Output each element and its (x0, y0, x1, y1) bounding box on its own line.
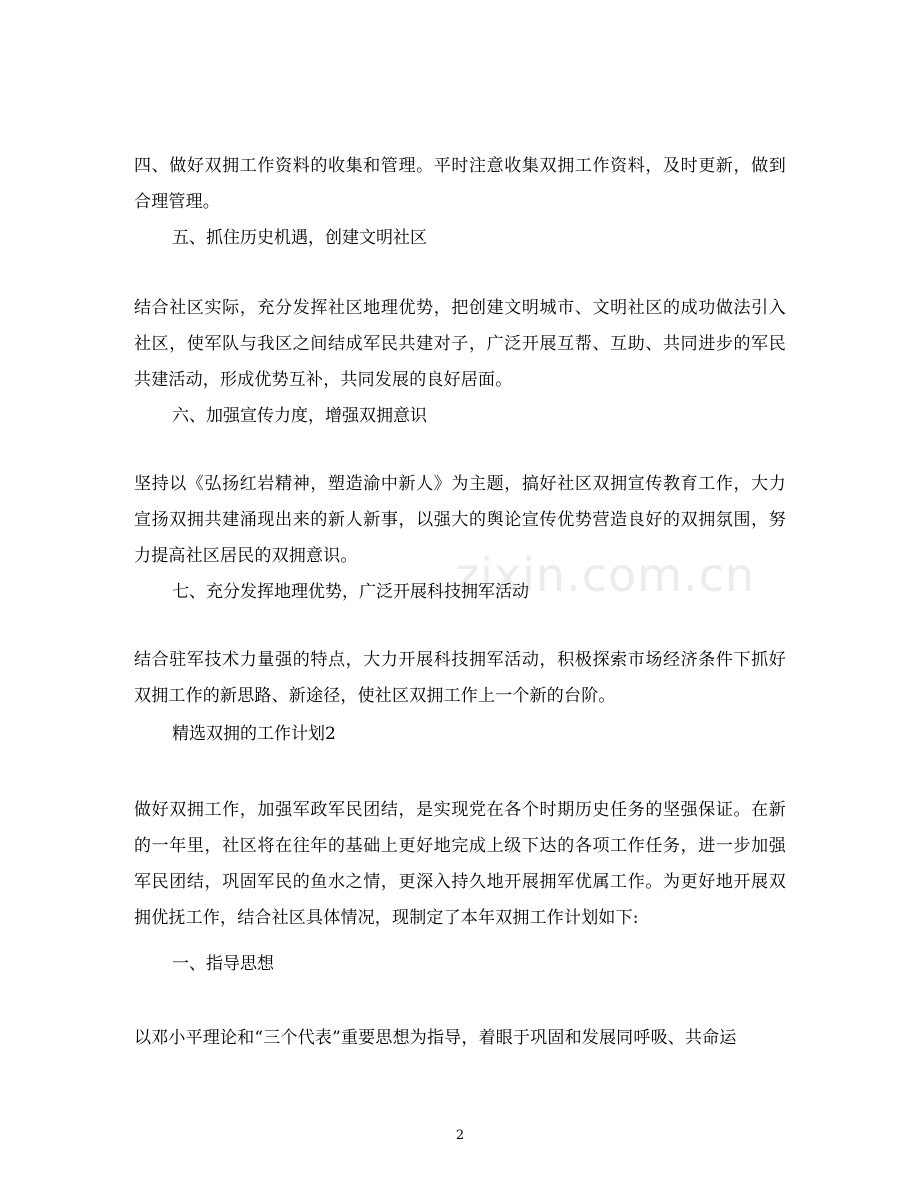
paragraph-guiding-ideology: 以邓小平理论和“三个代表”重要思想为指导，着眼于巩固和发展同呼吸、共命运 (134, 1028, 737, 1048)
heading-civilized-community: 五、抓住历史机遇，创建文明社区 (172, 228, 427, 248)
paragraph-technology-support: 结合驻军技术力量强的特点，大力开展科技拥军活动，积极探索市场经济条件下抓好双拥工作的新思路、新途径，使社区双拥工作上一个新的台阶。 (134, 650, 786, 706)
heading-guiding-ideology: 一、指导思想 (172, 954, 274, 974)
paragraph-civilized-community: 结合社区实际，充分发挥社区地理优势，把创建文明城市、文明社区的成功做法引入社区，使军队与我区之间结成军民共建对子，广泛开展互帮、互助、共同进步的军民共建活动，形成优势互补，共同发展的良好居面。 (134, 298, 786, 390)
heading-technology-support: 七、充分发挥地理优势，广泛开展科技拥军活动 (172, 582, 529, 602)
page-number: 2 (455, 1128, 465, 1143)
heading-publicity: 六、加强宣传力度，增强双拥意识 (172, 406, 427, 426)
watermark: zixin.com.cn (455, 548, 756, 602)
heading-work-plan-2: 精选双拥的工作计划2 (172, 724, 336, 744)
paragraph-plan-intro: 做好双拥工作，加强军政军民团结，是实现党在各个时期历史任务的坚强保证。在新的一年里，社区将在往年的基础上更好地完成上级下达的各项工作任务，进一步加强军民团结，巩固军民的鱼水之情，更深入持久地开展拥军优属工作。为更好地开展双拥优抚工作，结合社区具体情况，现制定了本年双拥工作计划如下: (134, 800, 786, 928)
paragraph-publicity: 坚持以《弘扬红岩精神，塑造渝中新人》为主题，搞好社区双拥宣传教育工作，大力宣扬双拥共建涌现出来的新人新事，以强大的舆论宣传优势营造良好的双拥氛围，努力提高社区居民的双拥意识。 (134, 474, 786, 566)
paragraph-archive-management: 四、做好双拥工作资料的收集和管理。平时注意收集双拥工作资料，及时更新，做到合理管理。 (134, 156, 786, 212)
